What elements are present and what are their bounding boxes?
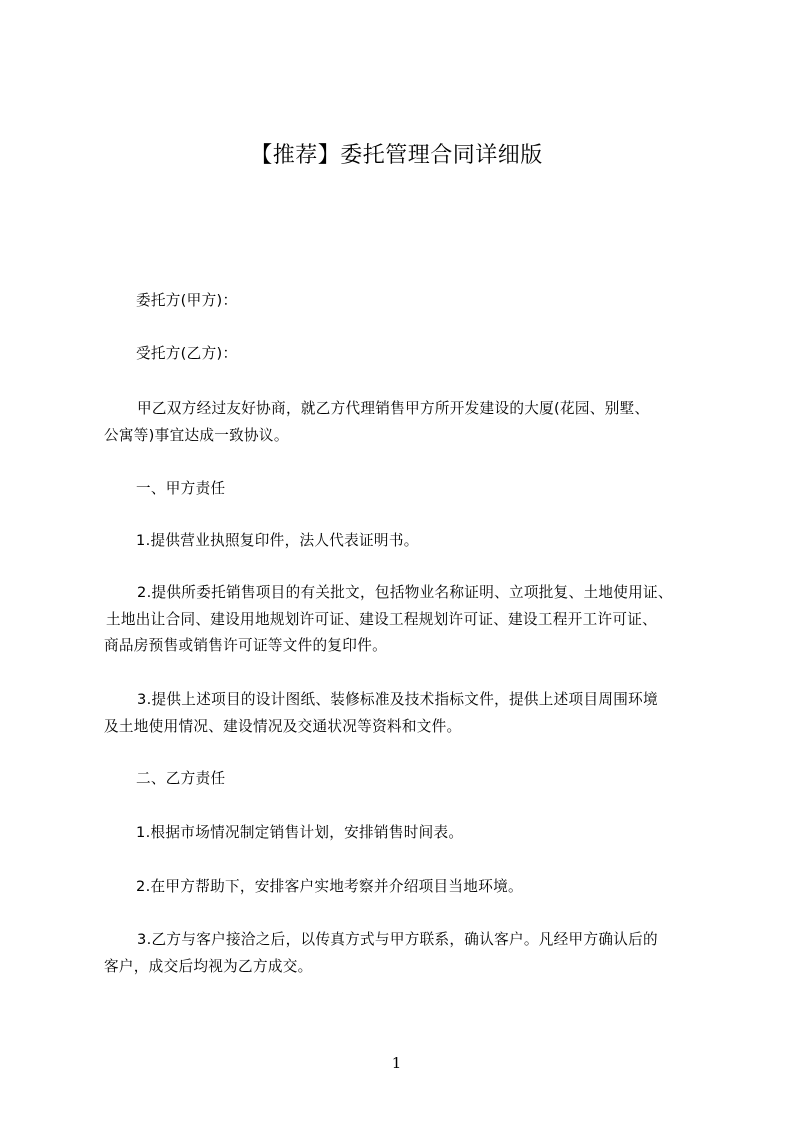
paragraph-line: 及土地使用情况、建设情况及交通状况等资料和文件。 [104,717,462,735]
agreement-intro-paragraph [104,396,704,449]
paragraph-line: 2.提供所委托销售项目的有关批文，包括物业名称证明、立项批复、土地使用证、 [137,584,673,601]
section-heading-party-b: 二、乙方责任 [136,770,226,787]
party-a-item-3 [104,687,704,740]
section-heading-party-a: 一、甲方责任 [136,480,226,497]
party-a-item-1: 1.提供营业执照复印件，法人代表证明书。 [136,532,419,549]
party-b-item-3 [104,927,704,980]
document-title: 【推荐】委托管理合同详细版 [250,143,543,168]
party-a-line: 委托方(甲方)： [136,292,238,309]
party-b-item-1: 1.根据市场情况制定销售计划，安排销售时间表。 [136,824,464,841]
party-b-line: 受托方(乙方)： [136,345,238,362]
paragraph-line: 3.乙方与客户接洽之后，以传真方式与甲方联系，确认客户。凡经甲方确认后的 [137,931,658,948]
paragraph-line: 客户，成交后均视为乙方成交。 [104,957,313,975]
paragraph-line: 土地出让合同、建设用地规划许可证、建设工程规划许可证、建设工程开工许可证、 [106,610,658,628]
page-number: 1 [391,1054,402,1072]
party-b-item-2: 2.在甲方帮助下，安排客户实地考察并介绍项目当地环境。 [136,878,523,895]
paragraph-line: 公寓等)事宜达成一致协议。 [104,426,289,444]
paragraph-line: 3.提供上述项目的设计图纸、装修标准及技术指标文件，提供上述项目周围环境 [137,691,658,708]
party-a-item-2 [104,580,704,660]
paragraph-line: 甲乙双方经过友好协商，就乙方代理销售甲方所开发建设的大厦(花园、别墅、 [137,400,650,417]
paragraph-line: 商品房预售或销售许可证等文件的复印件。 [104,637,387,654]
